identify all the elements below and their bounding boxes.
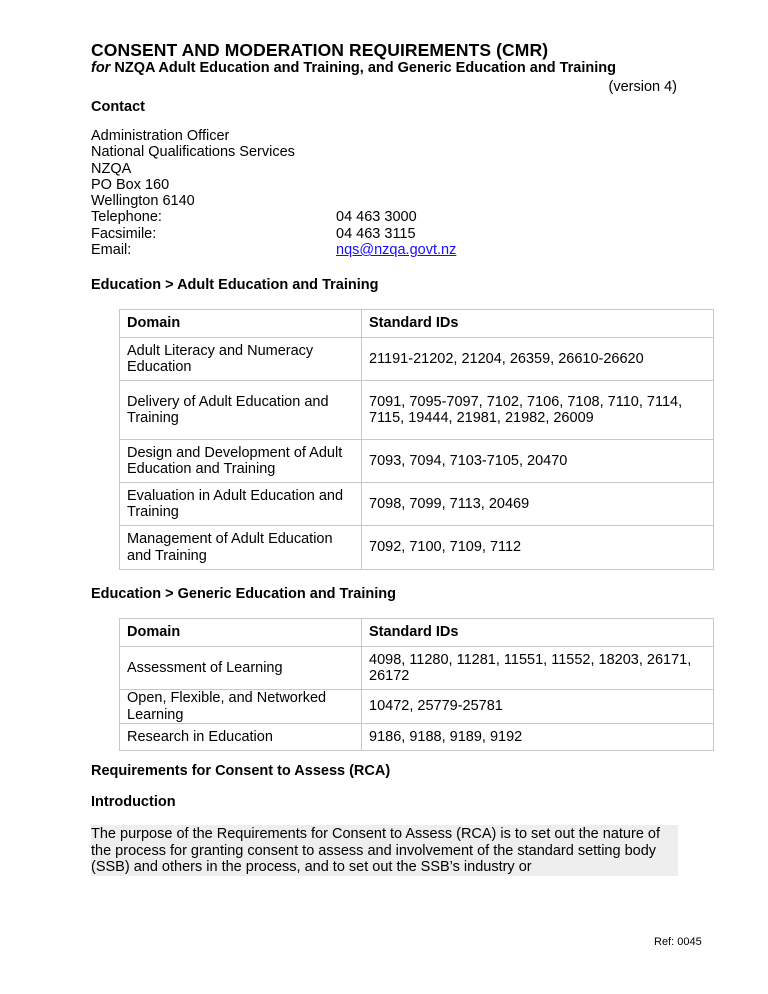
- generic-education-table: [119, 618, 714, 751]
- ids-cell: 7098, 7099, 7113, 20469: [362, 483, 714, 526]
- address-line: National Qualifications Services: [91, 144, 295, 161]
- email-label: Email:: [91, 242, 132, 259]
- ids-cell: 7093, 7094, 7103-7105, 20470: [362, 440, 714, 483]
- introduction-heading: Introduction: [91, 794, 176, 810]
- ids-cell: 21191-21202, 21204, 26359, 26610-26620: [362, 338, 714, 381]
- section-heading-generic: Education > Generic Education and Training: [91, 586, 396, 602]
- version-label: (version 4): [608, 79, 677, 95]
- contact-heading: Contact: [91, 99, 145, 115]
- column-header-domain: Domain: [120, 310, 362, 338]
- ids-cell: 9186, 9188, 9189, 9192: [362, 724, 714, 751]
- table-row: [120, 381, 714, 440]
- contact-block: [91, 128, 456, 258]
- subtitle-text: NZQA Adult Education and Training, and Generic Education and Training: [110, 60, 616, 76]
- ids-cell: 7092, 7100, 7109, 7112: [362, 526, 714, 570]
- telephone-value: 04 463 3000: [336, 209, 417, 226]
- rca-heading: Requirements for Consent to Assess (RCA): [91, 763, 391, 779]
- domain-cell: Open, Flexible, and Networked Learning: [120, 690, 362, 724]
- table-row: [120, 724, 714, 751]
- ids-cell: 10472, 25779-25781: [362, 690, 714, 724]
- ids-cell: 7091, 7095-7097, 7102, 7106, 7108, 7110, 7114, 7115, 19444, 21981, 21982, 26009: [362, 381, 714, 440]
- section-heading-adult: Education > Adult Education and Training: [91, 277, 379, 293]
- email-row: [91, 242, 456, 258]
- table-row: [120, 440, 714, 483]
- facsimile-value: 04 463 3115: [336, 225, 416, 242]
- domain-cell: Management of Adult Education and Training: [120, 526, 362, 570]
- address-line: Administration Officer: [91, 128, 230, 144]
- reference-number: Ref: 0045: [654, 936, 702, 948]
- document-title: CONSENT AND MODERATION REQUIREMENTS (CMR): [91, 40, 549, 60]
- document-subtitle: [91, 60, 616, 76]
- domain-cell: Delivery of Adult Education and Training: [120, 381, 362, 440]
- adult-education-table: [119, 309, 714, 570]
- domain-cell: Assessment of Learning: [120, 647, 362, 690]
- table-row: [120, 338, 714, 381]
- facsimile-label: Facsimile:: [91, 225, 157, 242]
- telephone-row: [91, 209, 456, 225]
- facsimile-row: [91, 226, 456, 242]
- address-line: Wellington 6140: [91, 193, 195, 210]
- table-row: [120, 647, 714, 690]
- telephone-label: Telephone:: [91, 209, 162, 226]
- domain-cell: Research in Education: [120, 724, 362, 751]
- subtitle-prefix: for: [91, 60, 111, 76]
- email-link[interactable]: nqs@nzqa.govt.nz: [336, 242, 457, 259]
- ids-cell: 4098, 11280, 11281, 11551, 11552, 18203, 26171, 26172: [362, 647, 714, 690]
- column-header-standard-ids: Standard IDs: [362, 619, 714, 647]
- domain-cell: Design and Development of Adult Education and Training: [120, 440, 362, 483]
- domain-cell: Adult Literacy and Numeracy Education: [120, 338, 362, 381]
- domain-cell: Evaluation in Adult Education and Training: [120, 483, 362, 526]
- column-header-standard-ids: Standard IDs: [362, 310, 714, 338]
- address-line: PO Box 160: [91, 176, 170, 193]
- table-row: [120, 483, 714, 526]
- table-header-row: [120, 310, 714, 338]
- column-header-domain: Domain: [120, 619, 362, 647]
- table-header-row: [120, 619, 714, 647]
- introduction-paragraph: The purpose of the Requirements for Consent to Assess (RCA) is to set out the nature of the process for granting consent to assess and involvement of the standard setting body (SSB) and others in the process, and to set out the SSB’s industry or: [91, 825, 678, 876]
- table-row: [120, 690, 714, 724]
- address-line: NZQA: [91, 160, 132, 177]
- table-row: [120, 526, 714, 570]
